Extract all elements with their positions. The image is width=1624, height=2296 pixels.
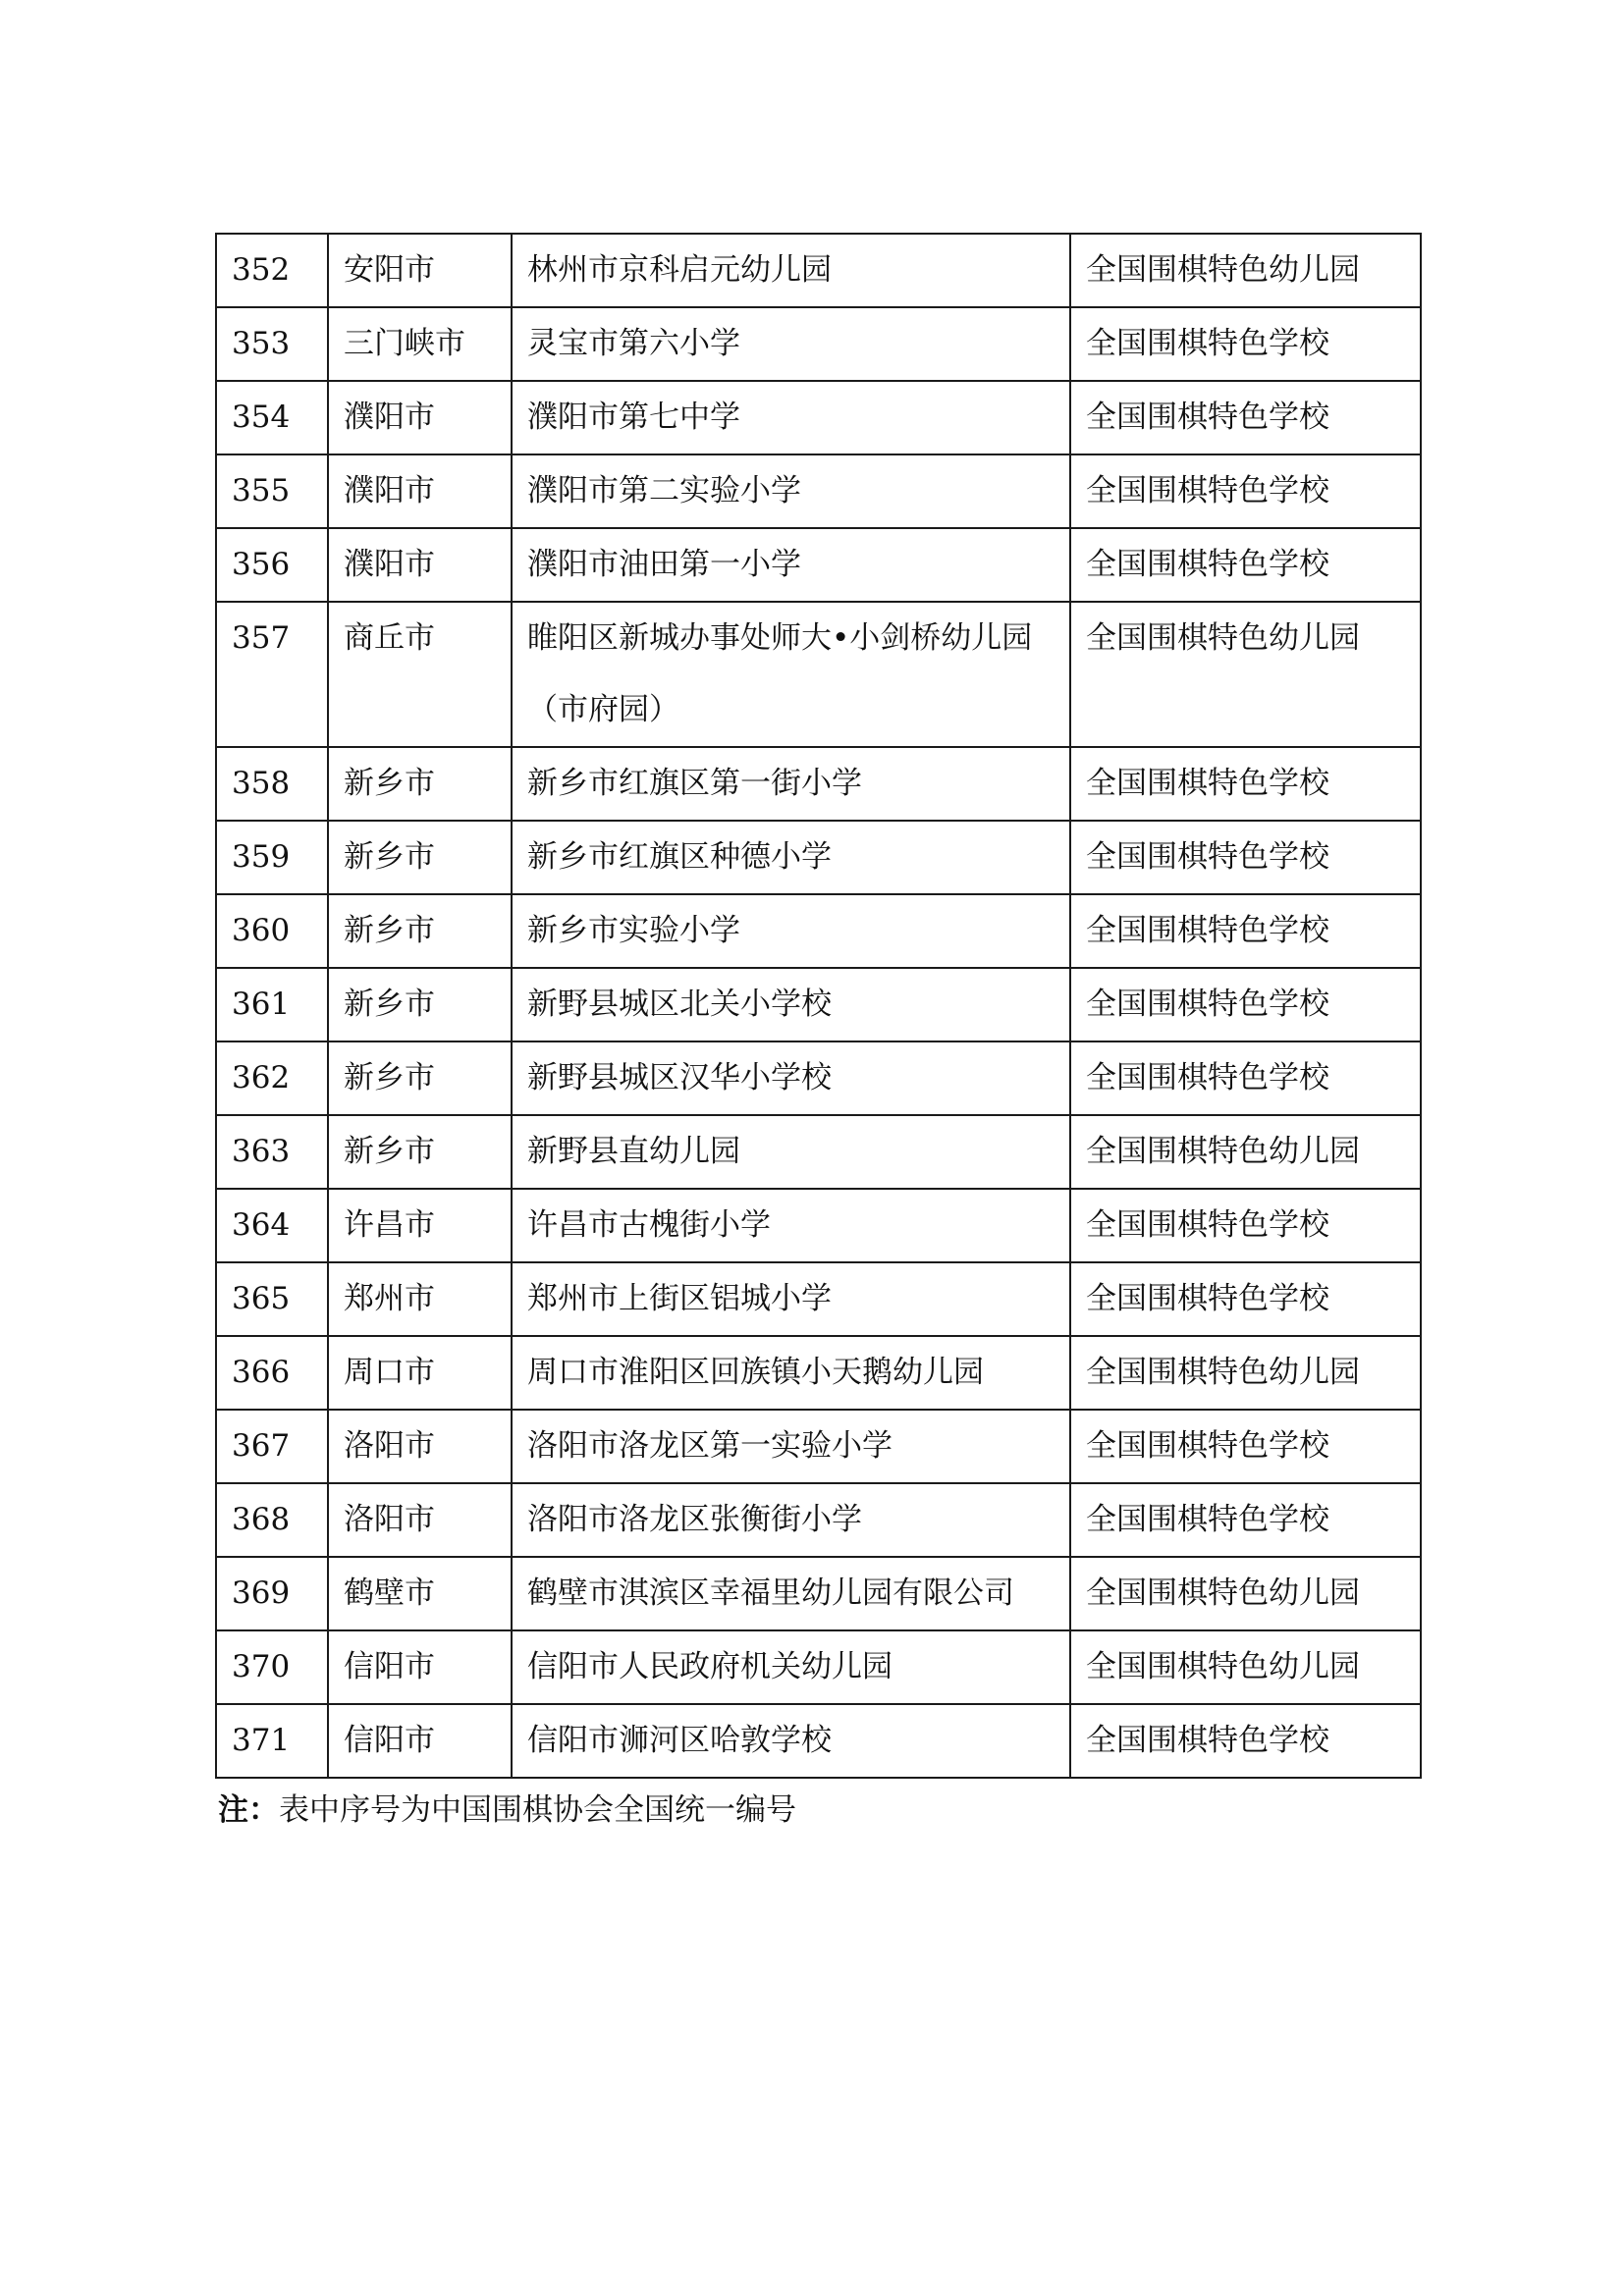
cell-designation: 全国围棋特色学校 (1070, 454, 1421, 528)
cell-number: 369 (216, 1557, 328, 1630)
cell-city: 安阳市 (328, 234, 512, 307)
cell-school-name: 新野县城区汉华小学校 (512, 1041, 1070, 1115)
cell-school-name: 睢阳区新城办事处师大•小剑桥幼儿园 （市府园） (512, 602, 1070, 747)
table-row (216, 1557, 1421, 1630)
cell-city: 新乡市 (328, 968, 512, 1041)
cell-number: 361 (216, 968, 328, 1041)
cell-designation: 全国围棋特色学校 (1070, 747, 1421, 821)
cell-school-name: 林州市京科启元幼儿园 (512, 234, 1070, 307)
cell-school-name: 信阳市人民政府机关幼儿园 (512, 1630, 1070, 1704)
cell-number: 356 (216, 528, 328, 602)
cell-number: 358 (216, 747, 328, 821)
cell-school-name: 许昌市古槐街小学 (512, 1189, 1070, 1262)
table-row (216, 381, 1421, 454)
table-row (216, 1189, 1421, 1262)
table-row (216, 234, 1421, 307)
cell-school-name: 新乡市红旗区种德小学 (512, 821, 1070, 894)
cell-city: 新乡市 (328, 1115, 512, 1189)
cell-designation: 全国围棋特色学校 (1070, 821, 1421, 894)
cell-city: 濮阳市 (328, 454, 512, 528)
cell-city: 新乡市 (328, 821, 512, 894)
table-row (216, 1483, 1421, 1557)
cell-designation: 全国围棋特色幼儿园 (1070, 1557, 1421, 1630)
cell-school-name: 濮阳市第七中学 (512, 381, 1070, 454)
table-body (216, 234, 1421, 1778)
cell-school-name: 信阳市浉河区哈敦学校 (512, 1704, 1070, 1778)
table-row (216, 454, 1421, 528)
table-row (216, 528, 1421, 602)
table-row (216, 602, 1421, 747)
cell-number: 368 (216, 1483, 328, 1557)
cell-number: 357 (216, 602, 328, 747)
table-row (216, 1704, 1421, 1778)
cell-designation: 全国围棋特色学校 (1070, 1262, 1421, 1336)
cell-number: 364 (216, 1189, 328, 1262)
table-row (216, 307, 1421, 381)
table-row (216, 821, 1421, 894)
table-row (216, 747, 1421, 821)
cell-city: 周口市 (328, 1336, 512, 1410)
cell-number: 359 (216, 821, 328, 894)
cell-city: 鹤壁市 (328, 1557, 512, 1630)
footnote-text: 表中序号为中国围棋协会全国统一编号 (279, 1792, 796, 1828)
table-row (216, 1115, 1421, 1189)
cell-city: 三门峡市 (328, 307, 512, 381)
cell-number: 352 (216, 234, 328, 307)
cell-city: 新乡市 (328, 1041, 512, 1115)
footnote-label: 注： (218, 1792, 279, 1828)
cell-number: 360 (216, 894, 328, 968)
cell-designation: 全国围棋特色学校 (1070, 381, 1421, 454)
cell-school-name: 鹤壁市淇滨区幸福里幼儿园有限公司 (512, 1557, 1070, 1630)
cell-city: 新乡市 (328, 747, 512, 821)
table-row (216, 894, 1421, 968)
cell-city: 濮阳市 (328, 381, 512, 454)
cell-city: 许昌市 (328, 1189, 512, 1262)
cell-city: 新乡市 (328, 894, 512, 968)
table-row (216, 1336, 1421, 1410)
cell-designation: 全国围棋特色学校 (1070, 307, 1421, 381)
table-row (216, 1041, 1421, 1115)
cell-designation: 全国围棋特色学校 (1070, 1189, 1421, 1262)
table-row (216, 968, 1421, 1041)
cell-city: 洛阳市 (328, 1483, 512, 1557)
cell-school-name: 新野县城区北关小学校 (512, 968, 1070, 1041)
cell-school-name: 洛阳市洛龙区张衡街小学 (512, 1483, 1070, 1557)
cell-city: 濮阳市 (328, 528, 512, 602)
cell-school-name: 新野县直幼儿园 (512, 1115, 1070, 1189)
cell-number: 355 (216, 454, 328, 528)
cell-number: 362 (216, 1041, 328, 1115)
cell-number: 367 (216, 1410, 328, 1483)
cell-city: 商丘市 (328, 602, 512, 747)
cell-city: 信阳市 (328, 1630, 512, 1704)
cell-designation: 全国围棋特色学校 (1070, 1704, 1421, 1778)
cell-city: 郑州市 (328, 1262, 512, 1336)
cell-designation: 全国围棋特色幼儿园 (1070, 602, 1421, 747)
cell-number: 365 (216, 1262, 328, 1336)
table-row (216, 1630, 1421, 1704)
table-row (216, 1262, 1421, 1336)
cell-designation: 全国围棋特色幼儿园 (1070, 1115, 1421, 1189)
table-row (216, 1410, 1421, 1483)
cell-number: 370 (216, 1630, 328, 1704)
cell-school-name: 濮阳市油田第一小学 (512, 528, 1070, 602)
cell-designation: 全国围棋特色幼儿园 (1070, 1630, 1421, 1704)
footnote (218, 1789, 796, 1832)
cell-school-name: 新乡市红旗区第一街小学 (512, 747, 1070, 821)
cell-designation: 全国围棋特色学校 (1070, 894, 1421, 968)
cell-designation: 全国围棋特色学校 (1070, 1410, 1421, 1483)
cell-school-name: 新乡市实验小学 (512, 894, 1070, 968)
cell-number: 354 (216, 381, 328, 454)
cell-designation: 全国围棋特色学校 (1070, 1483, 1421, 1557)
cell-school-name: 周口市淮阳区回族镇小天鹅幼儿园 (512, 1336, 1070, 1410)
cell-school-name: 郑州市上街区铝城小学 (512, 1262, 1070, 1336)
cell-city: 洛阳市 (328, 1410, 512, 1483)
cell-number: 371 (216, 1704, 328, 1778)
cell-designation: 全国围棋特色幼儿园 (1070, 234, 1421, 307)
cell-designation: 全国围棋特色学校 (1070, 1041, 1421, 1115)
cell-number: 366 (216, 1336, 328, 1410)
cell-designation: 全国围棋特色幼儿园 (1070, 1336, 1421, 1410)
cell-school-name: 洛阳市洛龙区第一实验小学 (512, 1410, 1070, 1483)
cell-number: 363 (216, 1115, 328, 1189)
school-list-table (215, 233, 1422, 1779)
cell-city: 信阳市 (328, 1704, 512, 1778)
cell-designation: 全国围棋特色学校 (1070, 968, 1421, 1041)
cell-number: 353 (216, 307, 328, 381)
cell-school-name: 灵宝市第六小学 (512, 307, 1070, 381)
cell-designation: 全国围棋特色学校 (1070, 528, 1421, 602)
cell-school-name: 濮阳市第二实验小学 (512, 454, 1070, 528)
